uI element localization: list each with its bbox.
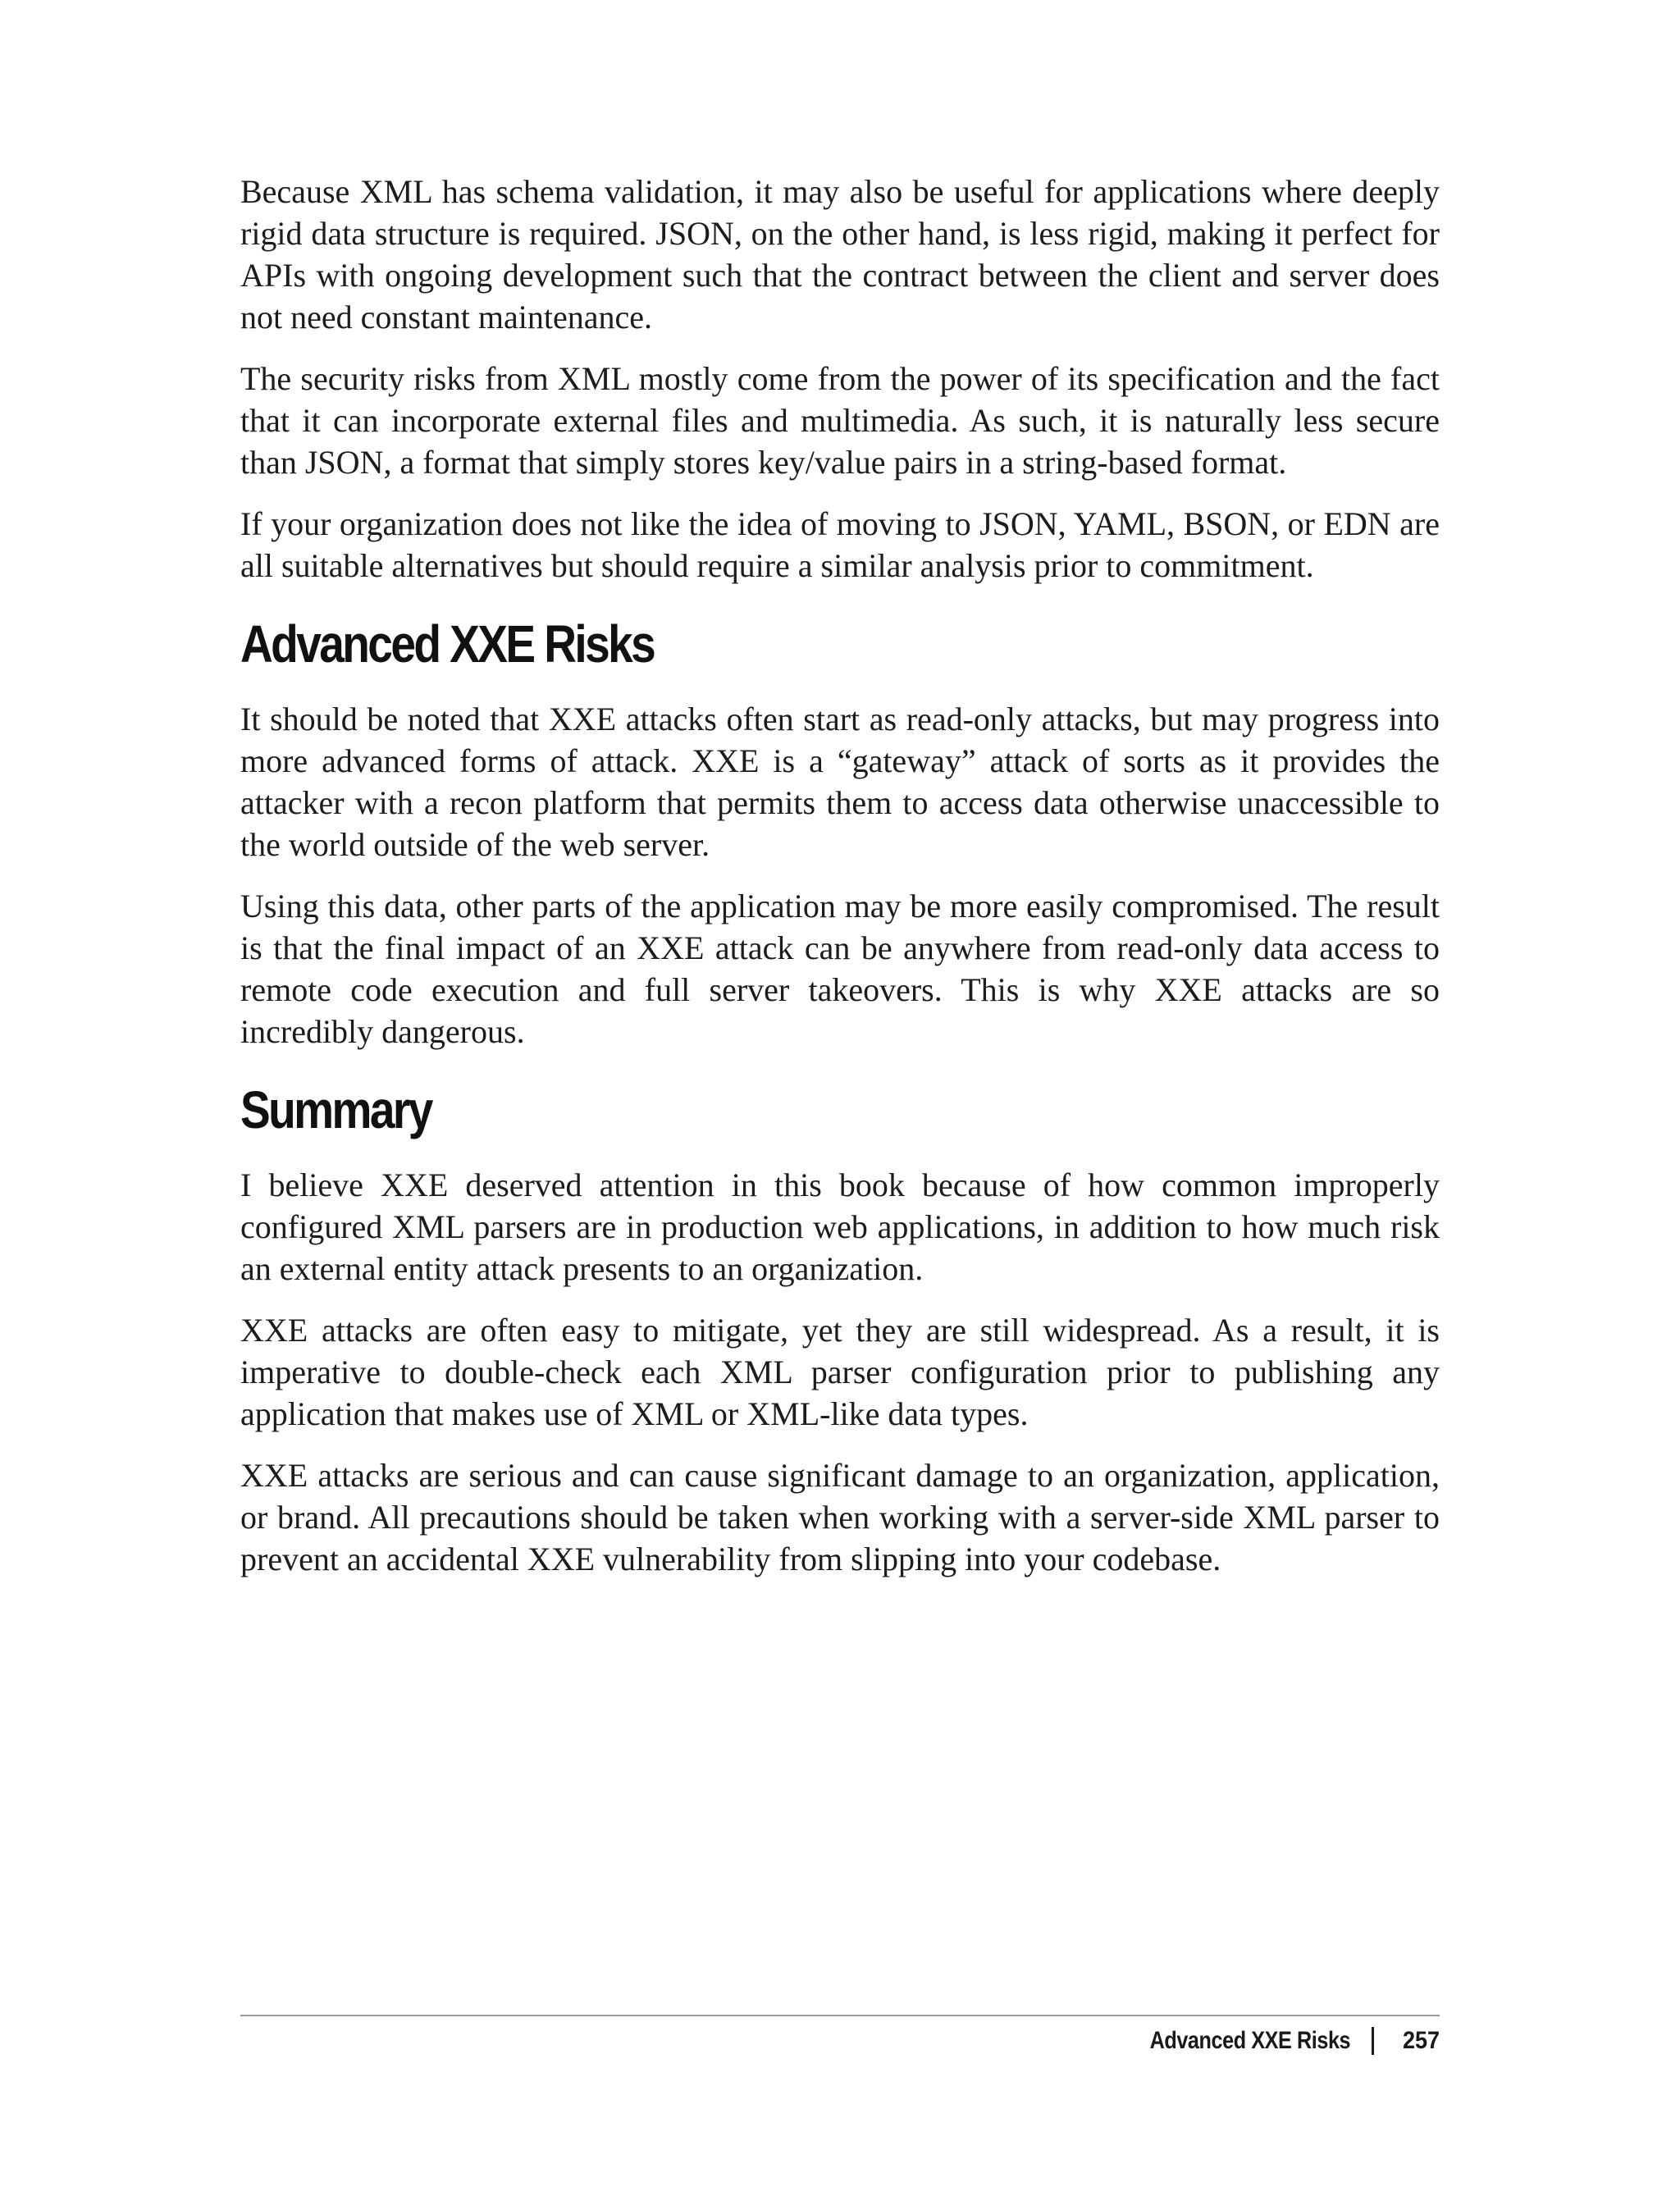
footer-separator [1372,2027,1374,2055]
advanced-paragraph-1: It should be noted that XXE attacks often start as read-only attacks, but may progress into more advanced forms of attack. XXE is a “gateway” attack of sorts as it provides the attacker with a recon platform that permits them to access data otherwise unaccessible to the world outside of the web server. [240,701,1440,863]
page-number: 257 [1402,2027,1440,2054]
footer-divider [240,2015,1440,2016]
intro-paragraph-2: The security risks from XML mostly come from the power of its specification and the fact that it can incorporate external files and multimedia. As such, it is naturally less secure than JSON, a format that simply stores key/value pairs in a string-based format. [240,360,1440,481]
advanced-paragraph-2: Using this data, other parts of the application may be more easily compromised. The result is that the final impact of an XXE attack can be anywhere from read-only data access to remote code execution and full server takeovers. This is why XXE attacks are so incredibly dangerous. [240,888,1440,1050]
running-footer-title: Advanced XXE Risks [1149,2027,1350,2054]
body-text-column [240,171,1440,1600]
intro-paragraph-3: If your organization does not like the idea of moving to JSON, YAML, BSON, or EDN are all suitable alternatives but should require a similar analysis prior to commitment. [240,505,1440,584]
intro-paragraph-1: Because XML has schema validation, it may also be useful for applications where deeply rigid data structure is required. JSON, on the other hand, is less rigid, making it perfect for APIs with ongoing development such that the contract between the client and server does not need constant maintenance. [240,173,1440,336]
summary-paragraph-2: XXE attacks are often easy to mitigate, yet they are still widespread. As a result, it is imperative to double-check each XML parser configuration prior to publishing any application that makes use of XML or XML-like data types. [240,1312,1440,1432]
section-heading-summary: Summary [240,1080,431,1139]
summary-paragraph-1: I believe XXE deserved attention in this book because of how common improperly configured XML parsers are in production web applications, in addition to how much risk an external entity attack presents to an organization. [240,1166,1440,1287]
summary-paragraph-3: XXE attacks are serious and can cause significant damage to an organization, application, or brand. All precautions should be taken when working with a server-side XML parser to prevent an accidental XXE vulnerability from slipping into your codebase. [240,1457,1440,1577]
section-heading-advanced-xxe-risks: Advanced XXE Risks [240,614,655,673]
page-footer [1112,2025,1440,2057]
